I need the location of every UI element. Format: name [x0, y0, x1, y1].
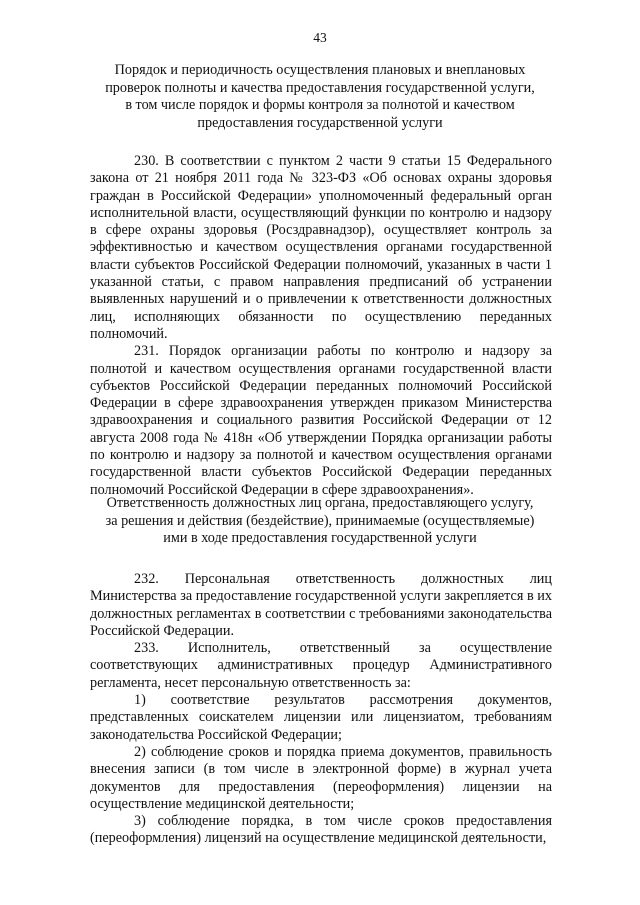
paragraph-232: 232. Персональная ответственность должностных лиц Министерства за предоставление государственной услуги закрепляется в их должностных регламентах в соответствии с требованиями законодательства Российской Федерации. — [90, 571, 552, 639]
heading-line: ими в ходе предоставления государственной услуги — [163, 530, 477, 546]
heading-line: за решения и действия (бездействие), принимаемые (осуществляемые) — [105, 512, 535, 529]
list-item-3: 3) соблюдение порядка, в том числе сроков предоставления (переоформления) лицензий на осуществление медицинской деятельности, — [90, 813, 552, 847]
heading-line: проверок полноты и качества предоставления государственной услуги, — [105, 79, 535, 96]
section-body-responsibility — [90, 571, 552, 848]
section-heading-responsibility — [95, 495, 545, 548]
heading-line: Порядок и периодичность осуществления плановых и внеплановых — [114, 62, 526, 78]
page-number: 43 — [313, 30, 327, 45]
section-body-control — [90, 153, 552, 499]
section-heading-control — [95, 62, 545, 132]
heading-line: Ответственность должностных лиц органа, предоставляющего услугу, — [106, 495, 534, 511]
list-item-2: 2) соблюдение сроков и порядка приема документов, правильность внесения записи (в том числе в электронной форме) в журнал учета документов для предоставления (переоформления) лицензии на осуществление медицинской деятельности; — [90, 743, 552, 812]
paragraph-231: 231. Порядок организации работы по контролю и надзору за полнотой и качеством осуществления органами государственной власти субъектов Российской Федерации переданных полномочий Российской Федерации в сфере здравоохранения утвержден приказом Министерства здравоохранения и социального развития Российской Федерации от 12 августа 2008 года № 418н «Об утверждении Порядка организации работы по контролю и надзору за полнотой и качеством осуществления органами государственной власти субъектов Российской Федерации переданных полномочий Российской Федерации в сфере здравоохранения». — [90, 343, 552, 498]
list-item-1: 1) соответствие результатов рассмотрения документов, представленных соискателем лицензии или лицензиатом, требованиям законодательства Российской Федерации; — [90, 692, 552, 743]
heading-line: в том числе порядок и формы контроля за полнотой и качеством — [125, 97, 515, 113]
paragraph-230: 230. В соответствии с пунктом 2 части 9 статьи 15 Федерального закона от 21 ноября 2011 года № 323-ФЗ «Об основах охраны здоровья граждан в Российской Федерации» уполномоченный федеральный орган исполнительной власти, осуществляющий функции по контролю и надзору в сфере охраны здоровья (Росздравнадзор), осуществляет контроль за эффективностью и качеством осуществления органами государственной власти субъектов Российской Федерации полномочий, указанных в части 1 указанной статьи, с правом направления предписаний об устранении выявленных нарушений и о привлечении к ответственности должностных лиц, исполняющих обязанности по осуществлению переданных полномочий. — [90, 153, 552, 342]
paragraph-233: 233. Исполнитель, ответственный за осуществление соответствующих административных процедур Административного регламента, несет персональную ответственность за: — [90, 640, 552, 691]
heading-line: предоставления государственной услуги — [197, 114, 443, 131]
